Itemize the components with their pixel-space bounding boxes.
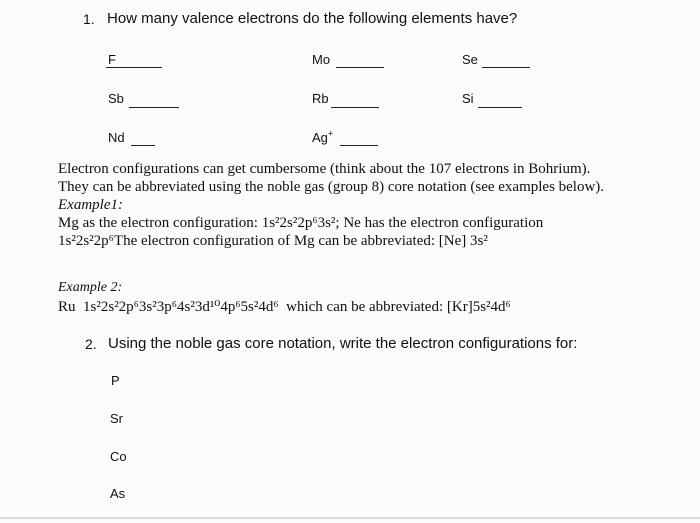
question-2-number: 2. xyxy=(85,336,97,352)
element-as: As xyxy=(110,486,126,501)
ne-config: 1s²2s²2p⁶ xyxy=(58,233,114,249)
ru-abbrev: [Kr]5s²4d⁶ xyxy=(446,299,511,315)
example-1-line-1 xyxy=(58,214,688,232)
element-si: Si xyxy=(462,91,474,106)
example-1-line-2 xyxy=(58,232,688,250)
intro-line-1: Electron configurations can get cumbersome (think about the 107 electrons in Bohrium). xyxy=(58,161,591,177)
element-ag-ion xyxy=(312,130,333,146)
abbrev-text: The electron configuration of Mg can be abbreviated: xyxy=(113,233,436,249)
ru-label: Ru xyxy=(58,299,76,315)
question-1-number: 1. xyxy=(83,11,95,27)
mg-abbrev: [Ne] 3s² xyxy=(438,233,488,249)
answer-blank-nd xyxy=(131,144,155,146)
example-2-line xyxy=(58,298,511,316)
element-ag: Ag xyxy=(312,130,328,145)
ru-config: 1s²2s²2p⁶3s²3p⁶4s²3d¹⁰4p⁶5s²4d⁶ xyxy=(83,299,279,315)
element-p: P xyxy=(111,373,120,388)
element-sb: Sb xyxy=(108,91,124,106)
explanation-block xyxy=(58,160,688,250)
answer-blank-si xyxy=(478,106,522,108)
mg-config: 1s²2s²2p⁶3s²; xyxy=(261,215,340,231)
ru-which-text: which can be abbreviated: xyxy=(286,299,444,315)
answer-blank-rb xyxy=(331,106,379,108)
example-1-title: Example1: xyxy=(58,197,123,213)
mg-text: Mg as the electron configuration: xyxy=(58,215,258,231)
question-1-text: How many valence electrons do the following elements have? xyxy=(107,10,518,27)
element-sr: Sr xyxy=(110,411,123,426)
example-2-title: Example 2: xyxy=(58,280,123,295)
element-nd: Nd xyxy=(108,130,125,145)
ne-text: Ne has the electron configuration xyxy=(343,215,544,231)
ag-charge: + xyxy=(327,128,334,139)
element-se: Se xyxy=(462,52,478,67)
intro-line-2: They can be abbreviated using the noble gas (group 8) core notation (see examples below). xyxy=(58,179,605,195)
answer-blank-sb xyxy=(129,106,179,108)
answer-blank-mo xyxy=(336,66,384,68)
page-bottom-edge xyxy=(0,517,700,519)
question-2-text: Using the noble gas core notation, write the electron configurations for: xyxy=(108,335,578,352)
element-co: Co xyxy=(110,449,127,464)
element-f: F xyxy=(108,52,116,67)
answer-blank-ag xyxy=(340,144,378,146)
answer-blank-se xyxy=(482,66,530,68)
answer-blank-f xyxy=(106,66,162,68)
element-rb: Rb xyxy=(312,91,329,106)
element-mo: Mo xyxy=(312,52,331,67)
